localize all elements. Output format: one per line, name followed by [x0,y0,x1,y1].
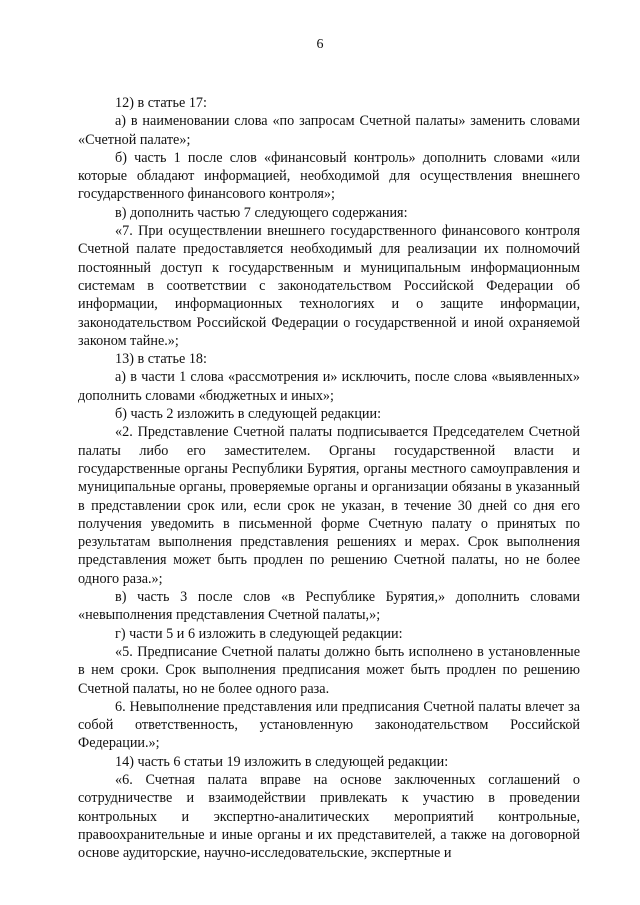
paragraph-item-13-heading: 13) в статье 18: [115,351,207,368]
document-body [78,94,580,862]
paragraph-part-6-article-19-text: «6. Счетная палата вправе на основе заключенных соглашений о сотрудничестве и взаимодействии привлекать к участию в проведении контрольных и экспертно-аналитических мероприятий контрольные, правоохранительные и иные органы и их представителей, а также на договорной основе аудиторские, научно-исследовательские, экспертные и [78,771,580,862]
page-number: 6 [316,37,324,52]
paragraph-part-5-text: «5. Предписание Счетной палаты должно быть исполнено в установленные в нем сроки. Срок выполнения предписания может быть продлен по решению Счетной палаты, но не более одного раза. [78,643,580,697]
paragraph-item-13-v: в) часть 3 после слов «в Республике Бурятия,» дополнить словами «невыполнения представления Счетной палаты,»; [78,589,580,624]
paragraph-item-12-b: б) часть 1 после слов «финансовый контроль» дополнить словами «или которые обладают информацией, необходимой для осуществления внешнего государственного финансового контроля»; [78,149,580,203]
paragraph-item-13-b: б) часть 2 изложить в следующей редакции: [115,406,382,423]
paragraph-item-13-g: г) части 5 и 6 изложить в следующей редакции: [115,625,403,642]
paragraph-item-12-v: в) дополнить частью 7 следующего содержания: [115,204,408,221]
paragraph-item-14-heading: 14) часть 6 статьи 19 изложить в следующей редакции: [115,753,449,770]
paragraph-item-13-a: а) в части 1 слова «рассмотрения и» исключить, после слова «выявленных» дополнить словами «бюджетных и иных»; [78,369,580,404]
paragraph-part-6-text: 6. Невыполнение представления или предписания Счетной палаты влечет за собой ответственность, установленную законодательством Российской Федерации.»; [78,698,580,752]
paragraph-part-2-text: «2. Представление Счетной палаты подписывается Председателем Счетной палаты либо его заместителем. Органы государственной власти и государственные органы Республики Бурятия, органы местного самоуправления и муниципальные органы, проверяемые органы и организации обязаны в указанный в представлении срок или, если срок не указан, в течение 30 дней со дня его получения уведомить в письменной форме Счетную палату о принятых по результатам выполнения представления решениях и мерах. Срок выполнения представления может быть продлен по решению Счетной палаты, но не более одного раза.»; [78,424,580,587]
paragraph-item-12-heading: 12) в статье 17: [115,95,207,111]
paragraph-part-7-text: «7. При осуществлении внешнего государственного финансового контроля Счетной палате предоставляется необходимый для реализации их полномочий постоянный доступ к государственным и муниципальным информационным системам в соответствии с законодательством Российской Федерации об информации, информационных технологиях и о защите информации, законодательством Российской Федерации о государственной и иной охраняемой законом тайне.»; [78,223,580,349]
paragraph-item-12-a: а) в наименовании слова «по запросам Счетной палаты» заменить словами «Счетной палате»; [78,113,580,148]
